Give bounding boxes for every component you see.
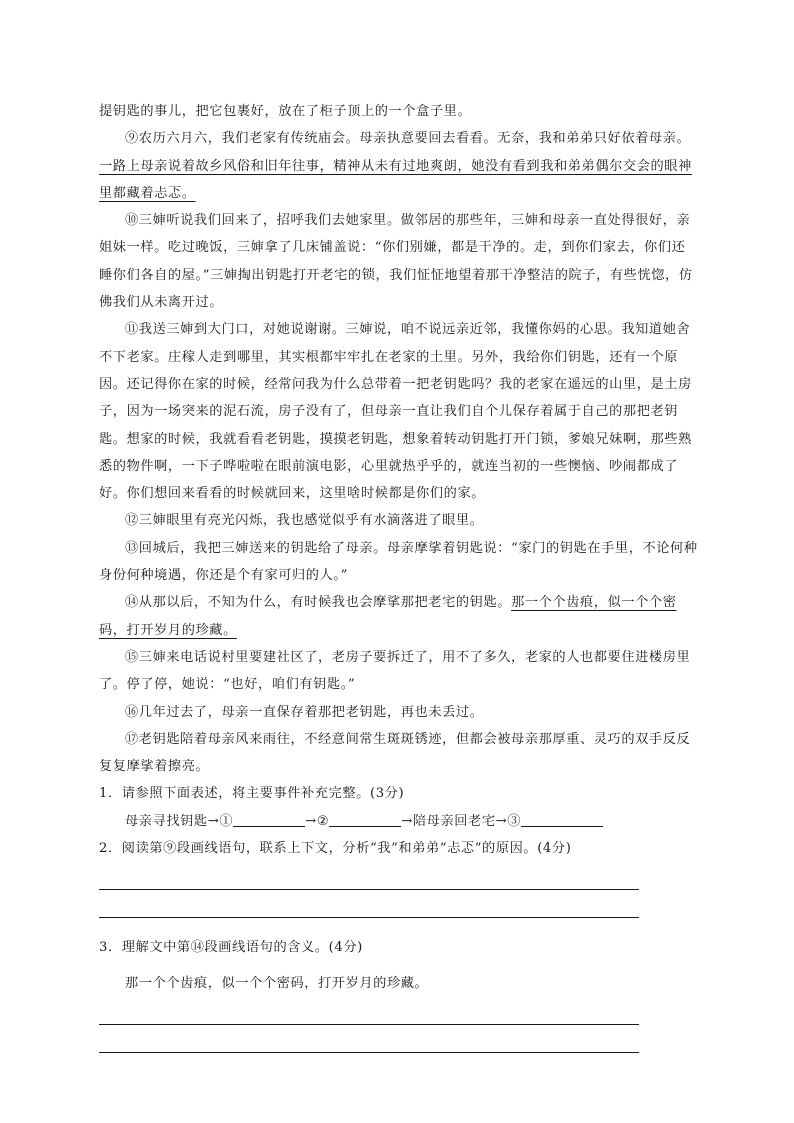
question-2-answer-line-1[interactable] <box>99 862 639 890</box>
question-3-answer-line-1[interactable] <box>99 997 639 1025</box>
paragraph-15: ⑮三婶来电话说村里要建社区了，老房子要拆迁了，用不了多久，老家的人也都要住进楼房里了。停了停，她说：“也好，咱们有钥匙。” <box>99 649 691 693</box>
question-2-answer-line-2[interactable] <box>99 890 639 918</box>
paragraph-8-end: 提钥匙的事儿，把它包裹好，放在了柜子顶上的一个盒子里。 <box>99 104 472 119</box>
answer-blank-2[interactable] <box>329 812 401 827</box>
event-flow-arrow-2: →② <box>305 813 330 829</box>
paragraph-9-underlined-sentence: 一路上母亲说着故乡风俗和旧年往事，精神从未有过地爽朗，她没有看到我和弟弟偶尔交会的眼神里都藏着忐忑。 <box>99 158 692 201</box>
content-area <box>99 98 699 1053</box>
paragraph-9 <box>99 125 699 207</box>
paragraph-14-text: ⑭从那以后，不知为什么，有时候我也会摩挲那把老宅的钥匙。 <box>125 595 512 611</box>
paragraph-17: ⑰老钥匙陪着母亲风来雨往，不经意间常生斑斑锈迹，但都会被母亲那厚重、灵巧的双手反反复复摩挲着擦亮。 <box>99 731 691 775</box>
paragraph-13: ⑬回城后，我把三婶送来的钥匙给了母亲。母亲摩挲着钥匙说：“家门的钥匙在手里，不论何种身份何种境遇，你还是个有家可归的人。” <box>99 540 698 584</box>
paragraph-14 <box>99 589 699 644</box>
question-3: 3．理解文中第⑭段画线语句的含义。(4分) <box>99 940 363 956</box>
question-3-answer-line-2[interactable] <box>99 1025 639 1053</box>
paragraph-9-text: ⑨农历六月六，我们老家有传统庙会。母亲执意要回去看看。无奈，我和弟弟只好依着母亲。 <box>125 131 691 147</box>
paragraph-10: ⑩三婶听说我们回来了，招呼我们去她家里。做邻居的那些年，三婶和母亲一直处得很好，亲姐妹一样。吃过晚饭，三婶拿了几床铺盖说：“你们别嫌，都是干净的。走，到你们家去，你们还睡你们各自的屋。”三婶掏出钥匙打开老宅的锁，我们怔怔地望着那干净整洁的院子，有些恍惚，仿佛我们从未离开过。 <box>99 213 693 311</box>
event-flow-start: 母亲寻找钥匙→① <box>125 813 234 829</box>
question-2: 2．阅读第⑨段画线语句，联系上下文，分析“我”和弟弟“忐忑”的原因。(4分) <box>99 841 572 857</box>
question-1: 1．请参照下面表述，将主要事件补充完整。(3分) <box>99 786 405 802</box>
answer-blank-3[interactable] <box>521 812 603 827</box>
paragraph-11: ⑪我送三婶到大门口，对她说谢谢。三婶说，咱不说远亲近邻，我懂你妈的心思。我知道她舍不下老家。庄稼人走到哪里，其实根都牢牢扎在老家的土里。另外，我给你们钥匙，还有一个原因。还记得你在家的时候，经常问我为什么总带着一把老钥匙吗？我的老家在遥远的山里，是土房子，因为一场突来的泥石流，房子没有了，但母亲一直让我们自个儿保存着属于自己的那把老钥匙。想家的时候，我就看看老钥匙，摸摸老钥匙，想象着转动钥匙打开门锁，爹娘兄妹啊，那些熟悉的物件啊，一下子哗啦啦在眼前演电影，心里就热乎乎的，就连当初的一些懊恼、吵闹都成了好。你们想回来看看的时候就回来，这里啥时候都是你们的家。 <box>99 322 692 502</box>
event-flow-middle: →陪母亲回老宅→③ <box>401 813 522 829</box>
question-1-event-flow <box>99 808 699 835</box>
paragraph-14-underlined-sentence: 那一个个齿痕，似一个个密码，打开岁月的珍藏。 <box>99 595 677 638</box>
paragraph-12: ⑫三婶眼里有亮光闪烁，我也感觉似乎有水滴落进了眼里。 <box>125 513 484 529</box>
question-3-quoted-sentence: 那一个个齿痕，似一个个密码，打开岁月的珍藏。 <box>125 975 429 991</box>
answer-blank-1[interactable] <box>233 812 305 827</box>
paragraph-16: ⑯几年过去了，母亲一直保存着那把老钥匙，再也未丢过。 <box>125 704 484 720</box>
